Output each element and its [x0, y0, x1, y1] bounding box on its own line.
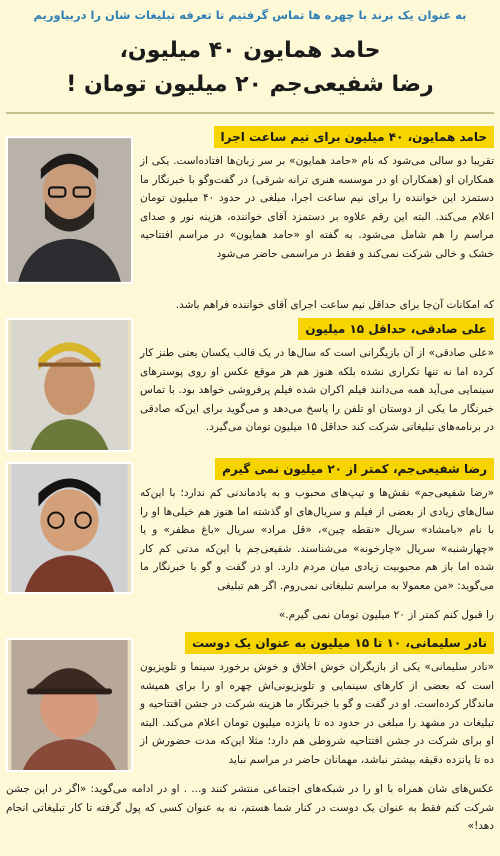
section-title: رضا شفیعی‌جم، کمتر از ۲۰ میلیون نمی گیرم — [215, 458, 494, 480]
person-portrait-icon — [8, 320, 131, 450]
section-body-continued: عکس‌های شان همراه با او را در شبکه‌های اجتماعی منتشر کنند و... . او در ادامه می‌گوید: «اگر در این جشن شرکت کنم فقط به عنوان یک دوست در کنار شما هستم، نه به عنوان کسی که پول گرفته تا کار تبلیغاتی انجام دهد!» — [6, 783, 494, 833]
headline-line-2: رضا شفیعی‌جم ۲۰ میلیون تومان ! — [66, 72, 434, 97]
section-body-continued: را قبول کنم کمتر از ۲۰ میلیون تومان نمی گیرم.» — [278, 609, 494, 621]
section-title: نادر سلیمانی، ۱۰ تا ۱۵ میلیون به عنوان یک دوست — [185, 632, 494, 654]
portrait-photo — [6, 638, 133, 772]
section-hamed-homayoun — [6, 126, 494, 312]
section-body: «علی صادقی» از آن بازیگرانی است که سال‌ها در یک قالب یکسان یعنی طنز کار کرده اما نه تنها تکراری نشده بلکه هنوز هم هر موقع عکس او روی پوسترهای سینمایی می‌آید همه می‌دانند فیلم اکران شده فیلم پرفروشی خواهد بود. با تماس خبرنگار ما یکی از دوستان او تلفن را پاسخ می‌دهد و می‌گوید برای این‌که صادقی در برنامه‌های تبلیغاتی شرکت کند حداقل ۱۵ میلیون تومان می‌گیرد. — [140, 347, 494, 434]
person-portrait-icon — [8, 138, 131, 282]
section-body-continued: که امکانات آن‌جا برای حداقل نیم ساعت اجرای آقای خواننده فراهم باشد. — [175, 299, 494, 311]
section-title: حامد همایون، ۴۰ میلیون برای نیم ساعت اجرا — [214, 126, 494, 148]
section-reza-shafiei-jam — [6, 458, 494, 626]
person-portrait-icon — [8, 640, 131, 770]
person-portrait-icon — [8, 464, 131, 592]
portrait-photo — [6, 318, 133, 452]
section-body: تقریبا دو سالی می‌شود که نام «حامد همایون» بر سر زبان‌ها افتاده‌است. یکی از همکاران او (همکاران او در موسسه هنری ترانه شرقی) در گفت‌وگو با خبرنگار ما دستمزد این خواننده را برای نیم ساعت اجرا، مبلغی در حدود ۴۰ میلیون تومان اعلام می‌کند. البته این رقم علاوه بر دستمزد آقای خواننده، هزینه نور و صدای مراسم را هم شامل می‌شود. به گفته او «حامد همایون» در مراسم افتتاحیه خشک و خالی شرکت نمی‌کند و فقط در مراسمی حاضر می‌شود — [140, 155, 494, 260]
section-body: «رضا شفیعی‌جم» نقش‌ها و تیپ‌های محبوب و به یادماندنی کم ندارد؛ با این‌که سال‌های زیادی از بعضی از فیلم و سریال‌های او گذشته اما هنوز هم خیلی‌ها او را با نام «بامشاد» سریال «نقطه چین»، «قل مراد» سریال «باغ مظفر» و یا «چهارشنبه» سریال «چارخونه» می‌شناسند. شفیعی‌جم با این‌که مدتی کم کار شده اما باز هم محبوبیت زیادی میان مردم دارد. او در گفت و گو با خبرنگار ما می‌گوید: «من معمولا به مراسم تبلیغاتی نمی‌روم. اگر هم تبلیغی — [140, 487, 494, 592]
section-title: علی صادقی، حداقل ۱۵ میلیون — [298, 318, 494, 340]
headline — [10, 34, 490, 102]
portrait-photo — [6, 462, 133, 594]
portrait-photo — [6, 136, 133, 284]
section-nader-soleimani — [6, 632, 494, 852]
headline-line-1: حامد همایون ۴۰ میلیون، — [119, 38, 381, 63]
divider — [6, 112, 494, 114]
kicker: به عنوان یک برند با چهره ها تماس گرفتیم تا تعرفه تبلیغات شان را دربیاوریم — [33, 8, 467, 22]
section-body: «نادر سلیمانی» یکی از بازیگران خوش اخلاق و خوش برخورد سینما و تلویزیون است که بعضی از کارهای سینمایی و تلویزیونی‌اش چهره او را برای همیشه ماندگار کرده‌است. او در گفت و گو با خبرنگار ما هزینه شرکت در جشن افتتاحیه و تبلیغات در مشهد را مبلغی در حدود ده تا پانزده میلیون تومان اعلام می‌کند. البته او برای شرکت در جشن افتتاحیه شروطی هم دارد؛ مثلا این‌که مدت حضورش از ده تا پانزده دقیقه بیشتر نباشد، مهمانان حاضر در مراسم نباید — [140, 661, 494, 766]
section-ali-sadeghi — [6, 318, 494, 456]
